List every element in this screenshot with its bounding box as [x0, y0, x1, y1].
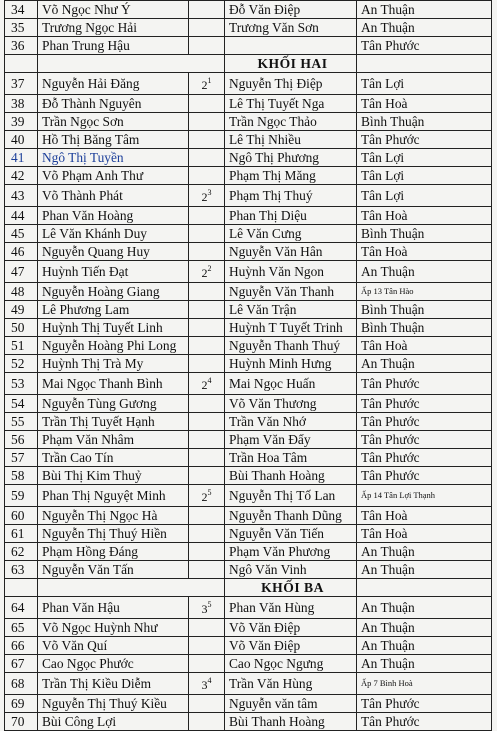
student-name: Phạm Hồng Đáng [38, 543, 189, 561]
parent-name: Lê Văn Cưng [225, 225, 357, 243]
student-name: Cao Ngọc Phước [38, 655, 189, 673]
row-number: 67 [5, 655, 38, 673]
row-number: 36 [5, 37, 38, 55]
class-cell [189, 301, 225, 319]
parent-name: Nguyễn Thanh Thuý [225, 337, 357, 355]
parent-name: Trần Văn Nhớ [225, 413, 357, 431]
parent-name: Võ Văn Thương [225, 395, 357, 413]
student-row [5, 185, 492, 207]
parent-name: Nguyễn Văn Thanh [225, 283, 357, 301]
class-section: 5 [207, 600, 212, 609]
row-number: 50 [5, 319, 38, 337]
class-grade: 2 [201, 78, 208, 92]
class-section: 4 [207, 376, 212, 385]
parent-name: Phạm Văn Phương [225, 543, 357, 561]
row-number: 37 [5, 73, 38, 95]
residence: Tân Phước [357, 467, 492, 485]
class-cell [189, 395, 225, 413]
student-name: Nguyễn Quang Huy [38, 243, 189, 261]
class-grade: 2 [201, 490, 208, 504]
student-name: Bùi Công Lợi [38, 713, 189, 731]
row-number: 39 [5, 113, 38, 131]
student-row [5, 149, 492, 167]
residence: An Thuận [357, 1, 492, 19]
class-cell [189, 185, 225, 207]
residence: An Thuận [357, 261, 492, 283]
row-number: 61 [5, 525, 38, 543]
row-number: 68 [5, 673, 38, 695]
class-cell [189, 619, 225, 637]
row-number: 57 [5, 449, 38, 467]
class-grade: 3 [201, 602, 208, 616]
row-number: 62 [5, 543, 38, 561]
row-number: 48 [5, 283, 38, 301]
student-name: Trần Ngọc Sơn [38, 113, 189, 131]
student-row [5, 73, 492, 95]
row-number: 38 [5, 95, 38, 113]
student-row [5, 113, 492, 131]
class-cell [189, 113, 225, 131]
residence: Tân Phước [357, 431, 492, 449]
class-grade: 2 [201, 190, 208, 204]
parent-name: Nguyễn Văn Tiến [225, 525, 357, 543]
class-section: 5 [207, 488, 212, 497]
class-cell [189, 95, 225, 113]
section-spacer-cell [357, 55, 492, 73]
student-name: Phan Thị Nguyệt Minh [38, 485, 189, 507]
parent-name: Đỗ Văn Điệp [225, 1, 357, 19]
class-cell [189, 243, 225, 261]
student-row [5, 449, 492, 467]
student-row [5, 319, 492, 337]
residence: An Thuận [357, 655, 492, 673]
class-cell [189, 695, 225, 713]
section-title: KHỐI BA [225, 579, 357, 597]
section-title: KHỐI HAI [225, 55, 357, 73]
residence: Bình Thuận [357, 225, 492, 243]
parent-name: Võ Văn Điệp [225, 637, 357, 655]
parent-name: Cao Ngọc Ngưng [225, 655, 357, 673]
parent-name: Bùi Thanh Hoàng [225, 713, 357, 731]
student-name: Võ Thành Phát [38, 185, 189, 207]
row-number: 51 [5, 337, 38, 355]
parent-name: Huỳnh Minh Hưng [225, 355, 357, 373]
row-number: 60 [5, 507, 38, 525]
parent-name [225, 37, 357, 55]
residence: Tân Phước [357, 713, 492, 731]
student-row [5, 561, 492, 579]
student-row [5, 95, 492, 113]
parent-name: Phan Văn Hùng [225, 597, 357, 619]
student-row [5, 283, 492, 301]
student-name: Nguyễn Văn Tấn [38, 561, 189, 579]
residence: Tân Hoà [357, 243, 492, 261]
residence: Bình Thuận [357, 319, 492, 337]
student-row [5, 37, 492, 55]
residence: An Thuận [357, 19, 492, 37]
parent-name: Trần Hoa Tâm [225, 449, 357, 467]
class-cell [189, 167, 225, 185]
parent-name: Phạm Văn Đẩy [225, 431, 357, 449]
class-grade: 2 [201, 378, 208, 392]
parent-name: Trần Ngọc Thảo [225, 113, 357, 131]
row-number: 69 [5, 695, 38, 713]
parent-name: Trần Văn Hùng [225, 673, 357, 695]
student-row [5, 413, 492, 431]
parent-name: Nguyễn Thị Tố Lan [225, 485, 357, 507]
student-name: Huỳnh Thị Trà My [38, 355, 189, 373]
residence: Tân Lợi [357, 73, 492, 95]
class-cell [189, 337, 225, 355]
parent-name: Phan Thị Diệu [225, 207, 357, 225]
student-row [5, 637, 492, 655]
class-cell [189, 1, 225, 19]
class-cell [189, 597, 225, 619]
row-number: 49 [5, 301, 38, 319]
row-number: 52 [5, 355, 38, 373]
student-name: Nguyễn Tùng Gương [38, 395, 189, 413]
class-grade: 3 [201, 678, 208, 692]
parent-name: Nguyễn văn tâm [225, 695, 357, 713]
residence: Ấp 7 Bình Hoà [357, 673, 492, 695]
student-name: Ngô Thị Tuyền [38, 149, 189, 167]
student-name: Nguyễn Thị Ngọc Hà [38, 507, 189, 525]
residence: An Thuận [357, 543, 492, 561]
parent-name: Nguyễn Văn Hân [225, 243, 357, 261]
row-number: 63 [5, 561, 38, 579]
residence: Tân Hoà [357, 507, 492, 525]
row-number: 70 [5, 713, 38, 731]
residence: Tân Phước [357, 449, 492, 467]
section-spacer-cell [38, 579, 225, 597]
parent-name: Ngô Văn Vinh [225, 561, 357, 579]
residence: Tân Hoà [357, 525, 492, 543]
row-number: 53 [5, 373, 38, 395]
row-number: 43 [5, 185, 38, 207]
class-cell [189, 413, 225, 431]
student-row [5, 467, 492, 485]
row-number: 46 [5, 243, 38, 261]
residence: An Thuận [357, 355, 492, 373]
student-row [5, 543, 492, 561]
class-cell [189, 149, 225, 167]
row-number: 40 [5, 131, 38, 149]
student-name: Nguyễn Hoàng Phi Long [38, 337, 189, 355]
student-name: Huỳnh Tiến Đạt [38, 261, 189, 283]
class-cell [189, 19, 225, 37]
residence: Tân Phước [357, 373, 492, 395]
student-name: Võ Phạm Anh Thư [38, 167, 189, 185]
row-number: 58 [5, 467, 38, 485]
student-row [5, 395, 492, 413]
student-name: Nguyễn Thị Thuý Hiền [38, 525, 189, 543]
student-row [5, 713, 492, 731]
row-number: 45 [5, 225, 38, 243]
section-spacer-cell [38, 55, 225, 73]
parent-name: Lê Thị Nhiều [225, 131, 357, 149]
student-row [5, 131, 492, 149]
section-spacer-cell [5, 55, 38, 73]
row-number: 44 [5, 207, 38, 225]
row-number: 47 [5, 261, 38, 283]
student-name: Nguyễn Hoàng Giang [38, 283, 189, 301]
student-row [5, 1, 492, 19]
student-name: Lê Văn Khánh Duy [38, 225, 189, 243]
section-header-row [5, 55, 492, 73]
parent-name: Võ Văn Điệp [225, 619, 357, 637]
class-cell [189, 467, 225, 485]
class-cell [189, 261, 225, 283]
parent-name: Trương Văn Sơn [225, 19, 357, 37]
student-row [5, 373, 492, 395]
student-name: Phan Văn Hoàng [38, 207, 189, 225]
row-number: 59 [5, 485, 38, 507]
residence: An Thuận [357, 637, 492, 655]
class-section: 2 [207, 264, 212, 273]
class-cell [189, 485, 225, 507]
row-number: 66 [5, 637, 38, 655]
class-cell [189, 561, 225, 579]
student-table-body [5, 1, 492, 731]
class-cell [189, 37, 225, 55]
student-name: Phan Văn Hậu [38, 597, 189, 619]
student-name: Trần Thị Tuyết Hạnh [38, 413, 189, 431]
parent-name: Nguyễn Thanh Dũng [225, 507, 357, 525]
parent-name: Ngô Thị Phương [225, 149, 357, 167]
student-name: Nguyễn Hải Đăng [38, 73, 189, 95]
residence: Tân Lợi [357, 149, 492, 167]
class-cell [189, 449, 225, 467]
residence: Tân Lợi [357, 185, 492, 207]
student-row [5, 431, 492, 449]
class-cell [189, 355, 225, 373]
parent-name: Phạm Thị Măng [225, 167, 357, 185]
residence: Tân Phước [357, 413, 492, 431]
residence: Tân Phước [357, 37, 492, 55]
residence: An Thuận [357, 597, 492, 619]
student-name: Bùi Thị Kim Thuỷ [38, 467, 189, 485]
student-row [5, 695, 492, 713]
parent-name: Huỳnh Văn Ngon [225, 261, 357, 283]
residence: Tân Phước [357, 131, 492, 149]
class-cell [189, 673, 225, 695]
class-cell [189, 373, 225, 395]
student-name: Nguyễn Thị Thuý Kiều [38, 695, 189, 713]
row-number: 55 [5, 413, 38, 431]
student-row [5, 597, 492, 619]
class-section: 3 [207, 188, 212, 197]
parent-name: Lê Văn Trận [225, 301, 357, 319]
student-name: Trần Cao Tín [38, 449, 189, 467]
residence: Tân Hoà [357, 337, 492, 355]
student-row [5, 337, 492, 355]
student-name: Võ Ngọc Huỳnh Như [38, 619, 189, 637]
row-number: 34 [5, 1, 38, 19]
student-name: Hồ Thị Băng Tâm [38, 131, 189, 149]
residence: Tân Hoà [357, 95, 492, 113]
class-cell [189, 283, 225, 301]
residence: Ấp 13 Tân Hào [357, 283, 492, 301]
residence: An Thuận [357, 619, 492, 637]
class-cell [189, 225, 225, 243]
residence: Tân Lợi [357, 167, 492, 185]
residence: Tân Phước [357, 395, 492, 413]
student-name: Trần Thị Kiều Diễm [38, 673, 189, 695]
parent-name: Lê Thị Tuyết Nga [225, 95, 357, 113]
row-number: 35 [5, 19, 38, 37]
class-cell [189, 525, 225, 543]
residence: Ấp 14 Tân Lợi Thạnh [357, 485, 492, 507]
student-name: Mai Ngọc Thanh Bình [38, 373, 189, 395]
class-cell [189, 637, 225, 655]
class-cell [189, 131, 225, 149]
row-number: 41 [5, 149, 38, 167]
student-row [5, 355, 492, 373]
student-name: Đỗ Thành Nguyên [38, 95, 189, 113]
class-cell [189, 431, 225, 449]
parent-name: Huỳnh T Tuyết Trinh [225, 319, 357, 337]
parent-name: Mai Ngọc Huấn [225, 373, 357, 395]
student-table [4, 0, 492, 731]
row-number: 64 [5, 597, 38, 619]
student-row [5, 261, 492, 283]
class-section: 4 [207, 676, 212, 685]
student-name: Phạm Văn Nhâm [38, 431, 189, 449]
class-cell [189, 207, 225, 225]
student-row [5, 619, 492, 637]
parent-name: Phạm Thị Thuý [225, 185, 357, 207]
student-row [5, 243, 492, 261]
class-cell [189, 319, 225, 337]
class-cell [189, 655, 225, 673]
row-number: 56 [5, 431, 38, 449]
class-cell [189, 73, 225, 95]
student-row [5, 673, 492, 695]
student-row [5, 225, 492, 243]
class-cell [189, 507, 225, 525]
row-number: 65 [5, 619, 38, 637]
student-row [5, 655, 492, 673]
row-number: 54 [5, 395, 38, 413]
student-list-sheet [4, 0, 491, 731]
class-grade: 2 [201, 266, 208, 280]
student-row [5, 525, 492, 543]
student-name: Phan Trung Hậu [38, 37, 189, 55]
parent-name: Nguyễn Thị Điệp [225, 73, 357, 95]
parent-name: Bùi Thanh Hoàng [225, 467, 357, 485]
row-number: 42 [5, 167, 38, 185]
residence: Bình Thuận [357, 113, 492, 131]
section-header-row [5, 579, 492, 597]
residence: Bình Thuận [357, 301, 492, 319]
class-cell [189, 713, 225, 731]
student-name: Lê Phương Lam [38, 301, 189, 319]
residence: Tân Phước [357, 695, 492, 713]
student-row [5, 485, 492, 507]
student-row [5, 301, 492, 319]
section-spacer-cell [5, 579, 38, 597]
student-name: Võ Ngọc Như Ý [38, 1, 189, 19]
student-name: Trương Ngọc Hải [38, 19, 189, 37]
class-cell [189, 543, 225, 561]
student-row [5, 207, 492, 225]
student-row [5, 19, 492, 37]
student-name: Võ Văn Quí [38, 637, 189, 655]
residence: Tân Hoà [357, 207, 492, 225]
class-section: 1 [207, 76, 212, 85]
student-row [5, 167, 492, 185]
student-name: Huỳnh Thị Tuyết Linh [38, 319, 189, 337]
residence: An Thuận [357, 561, 492, 579]
section-spacer-cell [357, 579, 492, 597]
student-row [5, 507, 492, 525]
